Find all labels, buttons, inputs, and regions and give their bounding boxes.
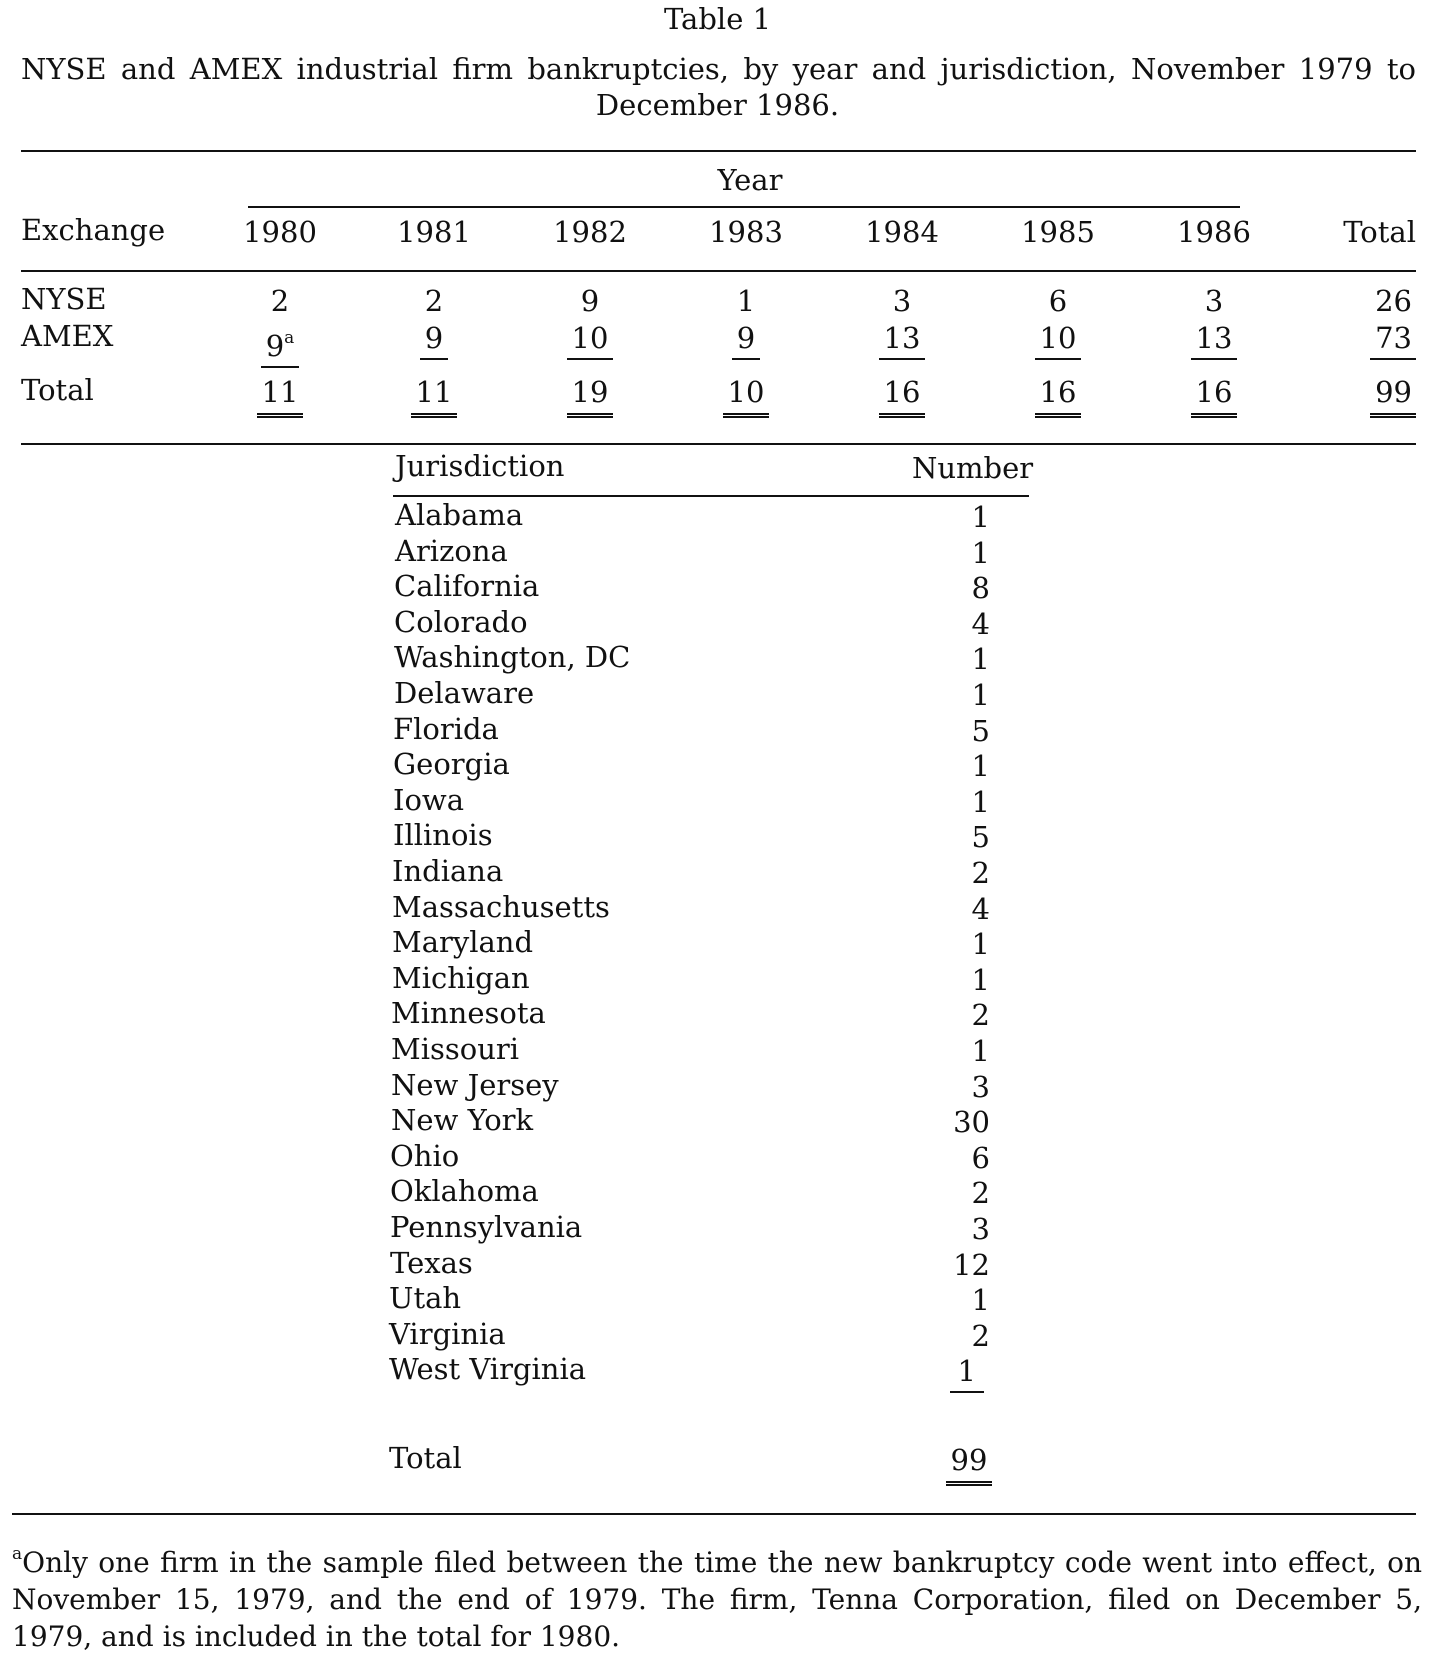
exchange-cell-value: 2 [270, 284, 290, 318]
jurisdiction-number [900, 891, 990, 927]
jurisdiction-name: Colorado [394, 605, 528, 639]
jurisdiction-number-value: 30 [953, 1105, 990, 1139]
exchange-total-cell-value: 11 [411, 374, 458, 418]
jurisdiction-name: Texas [390, 1246, 473, 1280]
jurisdiction-number [900, 1247, 990, 1283]
jurisdiction-name: West Virginia [389, 1352, 587, 1386]
jurisdiction-number [900, 606, 990, 642]
exchange-cell [1003, 320, 1113, 360]
jurisdiction-number [900, 784, 990, 820]
header-rule [21, 270, 1416, 272]
total-header: Total [1343, 215, 1416, 249]
jurisdiction-name: Florida [393, 712, 499, 746]
jurisdiction-number-value: 3 [971, 1212, 990, 1246]
jurisdiction-number-value: 5 [971, 714, 990, 748]
exchange-cell [535, 283, 645, 319]
jurisdiction-number [900, 1140, 990, 1176]
exchange-grand-total-value: 99 [1370, 374, 1416, 418]
exchange-cell-value: 9 [420, 320, 448, 360]
jurisdiction-total-number: 99 [946, 1442, 993, 1486]
jurisdiction-total-label: Total [389, 1441, 462, 1475]
exchange-cell [847, 320, 957, 360]
jurisdiction-number-value: 5 [971, 820, 990, 854]
footnote-marker: a [12, 1544, 23, 1564]
exchange-cell [225, 283, 335, 319]
jurisdiction-name: Indiana [392, 854, 504, 888]
jurisdiction-name: New York [391, 1103, 534, 1137]
jurisdiction-number-value: 1 [971, 642, 990, 676]
jurisdiction-number-value: 1 [971, 1283, 990, 1317]
year-span-rule [248, 206, 1240, 208]
exchange-total-cell-value: 16 [1035, 374, 1082, 418]
jurisdiction-number-value: 4 [971, 892, 990, 926]
exchange-total-cell-value: 19 [567, 374, 614, 418]
exchange-cell [1003, 283, 1113, 319]
jurisdiction-number-value: 1 [971, 678, 990, 712]
exchange-row-label: AMEX [21, 319, 114, 353]
jurisdiction-name: Illinois [393, 818, 493, 852]
exchange-cell [691, 283, 801, 319]
exchange-cell-value: 13 [1191, 320, 1238, 360]
jurisdiction-number-value: 2 [971, 1319, 990, 1353]
jurisdiction-number [900, 1318, 990, 1354]
exchange-row-label: NYSE [21, 282, 107, 316]
jurisdiction-number-value: 1 [950, 1353, 984, 1393]
exchange-cell [1159, 320, 1269, 360]
exchange-cell [1159, 283, 1269, 319]
table-title-continued: December 1986. [595, 88, 840, 122]
exchange-total-label: Total [21, 373, 94, 407]
exchange-total-cell [847, 374, 957, 418]
jurisdiction-number-value: 6 [971, 1141, 990, 1175]
jurisdiction-number-value: 1 [971, 927, 990, 961]
jurisdiction-name: Minnesota [391, 996, 546, 1030]
year-header-1981: 1981 [397, 215, 471, 249]
exchange-cell-value: 13 [879, 320, 926, 360]
exchange-total-cell-value: 11 [257, 374, 304, 418]
jurisdiction-number-value: 1 [971, 963, 990, 997]
jurisdiction-number [900, 677, 990, 713]
exchange-total-cell-value: 16 [1191, 374, 1238, 418]
exchange-header: Exchange [21, 213, 166, 247]
jurisdiction-name: Washington, DC [394, 640, 631, 674]
exchange-cell-value: 1 [736, 284, 756, 318]
jurisdiction-number [900, 1353, 984, 1393]
year-header-1982: 1982 [553, 215, 627, 249]
table-label: Table 1 [663, 2, 772, 36]
exchange-total-cell [1159, 374, 1269, 418]
jurisdiction-number [900, 962, 990, 998]
jurisdiction-number [900, 819, 990, 855]
exchange-cell [847, 283, 957, 319]
jurisdiction-total-value [914, 1442, 1024, 1486]
exchange-cell-value: 9 [732, 320, 760, 360]
year-header-1980: 1980 [243, 215, 317, 249]
exchange-cell-value: 9$^a$ [261, 320, 300, 368]
exchange-cell-value: 2 [424, 284, 444, 318]
jurisdiction-number-value: 4 [971, 607, 990, 641]
exchange-row-total [1300, 320, 1416, 360]
jurisdiction-number [900, 1104, 990, 1140]
jurisdiction-name: Maryland [392, 925, 534, 959]
jurisdiction-name: Virginia [389, 1317, 506, 1351]
jurisdiction-number-value: 1 [971, 536, 990, 570]
exchange-cell-value: 3 [1204, 284, 1224, 318]
exchange-cell [535, 320, 645, 360]
jurisdiction-number [900, 1069, 990, 1105]
exchange-row-total [1300, 283, 1416, 319]
jurisdiction-number-value: 8 [971, 571, 990, 605]
exchange-total-cell [1003, 374, 1113, 418]
exchange-cell-value: 9 [580, 284, 600, 318]
jurisdiction-name: Delaware [394, 676, 535, 710]
jurisdiction-number-value: 2 [971, 856, 990, 890]
year-header-1984: 1984 [865, 215, 939, 249]
jurisdiction-number-value: 2 [971, 1176, 990, 1210]
footnote-text: Only one firm in the sample filed between the time the new bankruptcy code went into effect, on November 15, 1979, and the end of 1979. The firm, Tenna Corporation, filed on December 5, 1979, and is included in the total for 1980. [12, 1546, 1422, 1653]
jurisdiction-number [900, 1282, 990, 1318]
exchange-grand-total [1300, 374, 1416, 418]
exchange-total-cell [691, 374, 801, 418]
jurisdiction-name: Pennsylvania [390, 1210, 583, 1244]
year-header: Year [717, 163, 783, 197]
exchange-cell [379, 283, 489, 319]
jurisdiction-name: Oklahoma [390, 1174, 539, 1208]
exchange-total-cell-value: 16 [879, 374, 926, 418]
jurisdiction-name: Ohio [390, 1139, 460, 1173]
exchange-row-total-value: 73 [1370, 320, 1416, 360]
exchange-total-cell [225, 374, 335, 418]
year-header-1985: 1985 [1021, 215, 1095, 249]
middle-rule [21, 443, 1416, 445]
table-title: NYSE and AMEX industrial firm bankruptcies, by year and jurisdiction, November 1979 to [21, 52, 1416, 86]
jurisdiction-number [900, 926, 990, 962]
jurisdiction-number-value: 1 [971, 1034, 990, 1068]
jurisdiction-name: Iowa [393, 783, 465, 817]
jurisdiction-header: Jurisdiction [395, 449, 565, 483]
exchange-cell-value: 10 [567, 320, 614, 360]
exchange-total-cell-value: 10 [723, 374, 770, 418]
jurisdiction-name: New Jersey [391, 1068, 559, 1102]
jurisdiction-name: Michigan [392, 961, 530, 995]
jurisdiction-number [900, 748, 990, 784]
number-header: Number [912, 451, 1034, 485]
top-rule [21, 150, 1416, 152]
jurisdiction-number [900, 535, 990, 571]
exchange-cell [691, 320, 801, 360]
jurisdiction-name: California [394, 569, 540, 603]
jurisdiction-number-value: 3 [971, 1070, 990, 1104]
jurisdiction-number [900, 499, 990, 535]
jurisdiction-number [900, 570, 990, 606]
exchange-cell [379, 320, 489, 360]
exchange-cell [225, 320, 335, 368]
year-header-1983: 1983 [709, 215, 783, 249]
jurisdiction-name: Massachusetts [392, 890, 610, 924]
jurisdiction-number-value: 1 [971, 749, 990, 783]
exchange-total-cell [379, 374, 489, 418]
exchange-row-total-value: 26 [1375, 284, 1412, 318]
jurisdiction-name: Arizona [395, 534, 508, 568]
jurisdiction-number [900, 1033, 990, 1069]
bottom-rule [12, 1513, 1416, 1515]
jurisdiction-number-value: 1 [971, 785, 990, 819]
year-header-1986: 1986 [1177, 215, 1251, 249]
jurisdiction-number-value: 1 [971, 500, 990, 534]
jurisdiction-number [900, 641, 990, 677]
jurisdiction-name: Missouri [391, 1032, 520, 1066]
jurisdiction-number [900, 1211, 990, 1247]
jurisdiction-number [900, 1175, 990, 1211]
exchange-total-cell [535, 374, 645, 418]
exchange-cell-value: 6 [1048, 284, 1068, 318]
jurisdiction-name: Georgia [393, 747, 510, 781]
jurisdiction-number [900, 855, 990, 891]
jurisdiction-number [900, 713, 990, 749]
jurisdiction-number [900, 997, 990, 1033]
exchange-cell-value: 10 [1035, 320, 1082, 360]
jurisdiction-number-value: 2 [971, 998, 990, 1032]
footnote [12, 1536, 1422, 1655]
jurisdiction-name: Utah [389, 1281, 462, 1315]
exchange-cell-value: 3 [892, 284, 912, 318]
footnote-ref-marker: a [284, 328, 295, 348]
jurisdiction-number-value: 12 [953, 1248, 990, 1282]
jurisdiction-name: Alabama [395, 498, 524, 532]
